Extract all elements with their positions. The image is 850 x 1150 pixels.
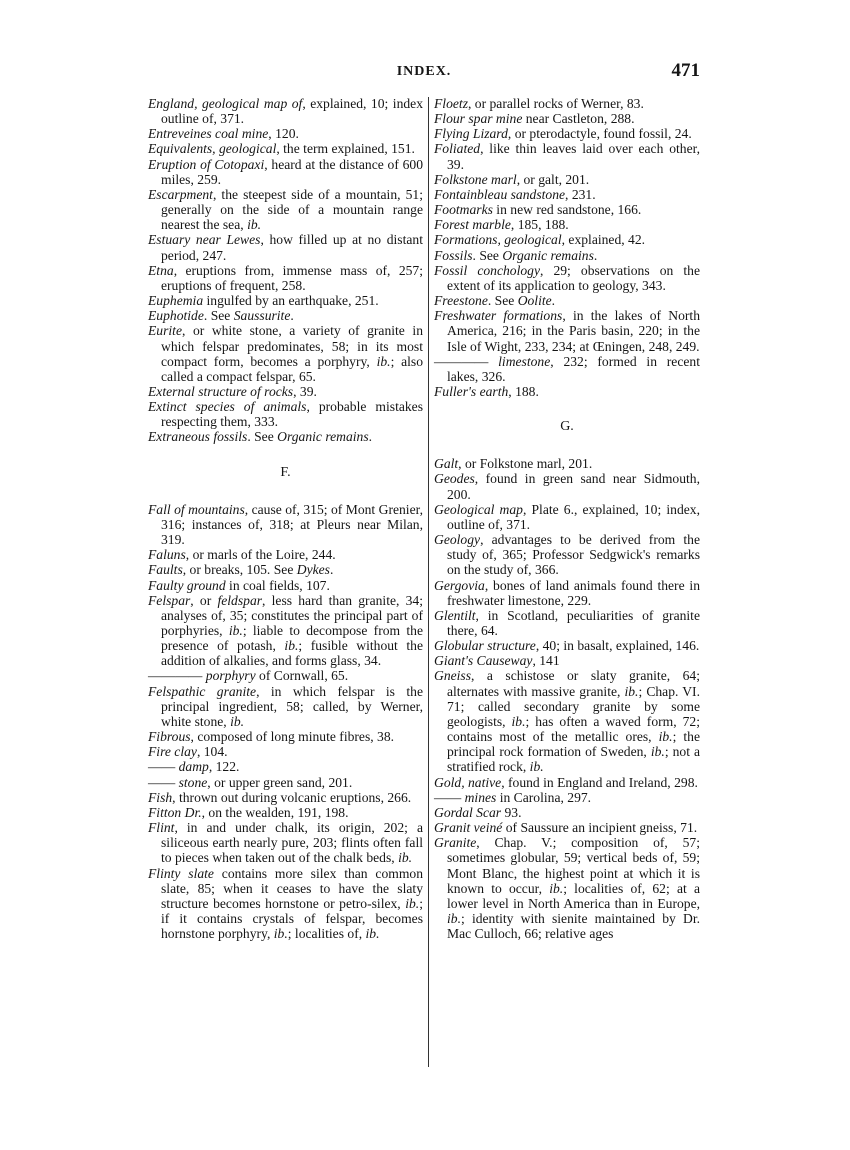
index-entry: Glentilt, in Scotland, peculiarities of granite there, 64. [434, 607, 700, 638]
running-title: INDEX. [396, 64, 452, 79]
index-entry: Escarpment, the steepest side of a mountain, 51; generally on the side of a mountain range nearest the sea, ib. [148, 186, 423, 233]
index-entry: Faults, or breaks, 105. See Dykes. [148, 562, 334, 578]
index-entry: Flinty slate contains more silex than common slate, 85; when it ceases to have the slaty structure becomes hornstone or petro-silex, ib.; if it contains crystals of felspar, becomes hornstone porphyry, ib.; localities of, ib. [148, 865, 423, 942]
index-entry: Freestone. See Oolite. [434, 293, 556, 309]
index-entry: Fibrous, composed of long minute fibres, 38. [148, 729, 395, 745]
index-entry: Fontainbleau sandstone, 231. [434, 186, 596, 202]
index-entry: Extraneous fossils. See Organic remains. [148, 429, 373, 445]
index-entry: Gergovia, bones of land animals found there in freshwater limestone, 229. [434, 577, 700, 608]
index-entry: Folkstone marl, or galt, 201. [434, 171, 590, 187]
index-entry: Geological map, Plate 6., explained, 10; index, outline of, 371. [434, 501, 700, 532]
index-entry: Gneiss, a schistose or slaty granite, 64; alternates with massive granite, ib.; Chap. VI. 71; called secondary granite by some geologists, ib.; has often a waved form, 72; contains most of the metallic ores, ib.; the principal rock formation of Sweden, ib.; not a stratified rock, ib. [434, 668, 701, 775]
index-entry: Geodes, found in green sand near Sidmouth, 200. [434, 471, 700, 502]
index-entry: Galt, or Folkstone marl, 201. [434, 456, 593, 472]
index-entry: Eruption of Cotopaxi, heard at the distance of 600 miles, 259. [148, 156, 423, 187]
index-entry: Extinct species of animals, probable mistakes respecting them, 333. [148, 399, 424, 430]
index-entry: Giant's Causeway, 141 [434, 653, 560, 669]
index-entry: Formations, geological, explained, 42. [434, 232, 646, 248]
index-entry: —— stone, or upper green sand, 201. [148, 774, 353, 790]
index-entry: Estuary near Lewes, how filled up at no distant period, 247. [148, 232, 423, 263]
page-number: 471 [671, 60, 700, 81]
index-entry: Footmarks in new red sandstone, 166. [434, 202, 642, 218]
index-entry: Fire clay, 104. [148, 744, 228, 760]
index-entry: Felspathic granite, in which felspar is the principal ingredient, 58; called, by Werner, white stone, ib. [148, 683, 423, 729]
section-letter: F. [280, 464, 291, 480]
index-entry: Freshwater formations, in the lakes of North America, 216; in the Paris basin, 220; in the Isle of Wight, 233, 234; at Œningen, 248, 249. [434, 308, 700, 354]
index-entry: Gordal Scar 93. [434, 804, 522, 820]
index-entry: Fossils. See Organic remains. [434, 247, 598, 263]
index-entry: Fish, thrown out during volcanic eruptions, 266. [148, 789, 412, 805]
index-entry: Floetz, or parallel rocks of Werner, 83. [434, 96, 644, 111]
index-entry: —— damp, 122. [148, 759, 240, 775]
index-entry: Faluns, or marls of the Loire, 244. [148, 547, 336, 563]
index-entry: Etna, eruptions from, immense mass of, 257; eruptions of frequent, 258. [148, 262, 423, 293]
index-entry: Flour spar mine near Castleton, 288. [434, 111, 635, 127]
index-entry: Fall of mountains, cause of, 315; of Mont Grenier, 316; instances of, 318; at Pleurs near Milan, 319. [148, 501, 423, 548]
index-entry: Granit veiné of Saussure an incipient gneiss, 71. [434, 820, 698, 836]
index-entry: Gold, native, found in England and Ireland, 298. [434, 774, 698, 790]
index-entry: Flying Lizard, or pterodactyle, found fossil, 24. [434, 126, 692, 142]
index-entry: Eurite, or white stone, a variety of granite in which felspar predominates, 58; in its most compact form, becomes a porphyry, ib.; also called a compact felspar, 65. [148, 323, 423, 384]
index-entry: ———— limestone, 232; formed in recent lakes, 326. [434, 353, 700, 384]
index-entry: Euphemia ingulfed by an earthquake, 251. [148, 293, 379, 309]
index-entry: Fossil conchology, 29; observations on the extent of its application to geology, 343. [434, 262, 700, 293]
index-entry: Faulty ground in coal fields, 107. [148, 577, 330, 593]
index-column-left [148, 96, 423, 941]
index-entry: Forest marble, 185, 188. [434, 217, 569, 233]
index-column-right [434, 96, 700, 941]
index-entry: England, geological map of, explained, 10; index outline of, 371. [148, 96, 423, 127]
index-entry: Flint, in and under chalk, its origin, 202; a siliceous earth nearly pure, 203; flints often fall to pieces when taken out of the chalk beds, ib. [148, 820, 423, 866]
index-entry: Felspar, or feldspar, less hard than granite, 34; analyses of, 35; constitutes the principal part of porphyries, ib.; liable to decompose from the presence of potash, ib.; fusible without the addition of alkalies, and forms glass, 34. [148, 592, 423, 669]
index-entry: Euphotide. See Saussurite. [148, 308, 294, 324]
index-entry: Fuller's earth, 188. [434, 383, 539, 399]
page-header [148, 60, 700, 84]
index-entry: Geology, advantages to be derived from the study of, 365; Professor Sedgwick's remarks on the study of, 366. [434, 532, 700, 578]
index-entry: —— mines in Carolina, 297. [434, 789, 592, 805]
index-entry: External structure of rocks, 39. [148, 383, 317, 399]
index-entry: Foliated, like thin leaves laid over each other, 39. [434, 141, 700, 172]
index-entry: Entreveines coal mine, 120. [148, 126, 299, 142]
index-entry: Fitton Dr., on the wealden, 191, 198. [148, 804, 349, 820]
index-entry: ———— porphyry of Cornwall, 65. [148, 668, 349, 684]
index-entry: Globular structure, 40; in basalt, explained, 146. [434, 638, 700, 654]
column-divider [428, 97, 429, 1067]
section-letter: G. [560, 419, 574, 435]
index-entry: Equivalents, geological, the term explained, 151. [148, 141, 415, 157]
index-entry: Granite, Chap. V.; composition of, 57; sometimes globular, 59; vertical beds of, 59; Mont Blanc, the highest point at which it is known to occur, ib.; localities of, 62; at a lower level in North America than in Europe, ib.; identity with sienite maintained by Dr. Mac Culloch, 66; relative ages [434, 835, 700, 942]
